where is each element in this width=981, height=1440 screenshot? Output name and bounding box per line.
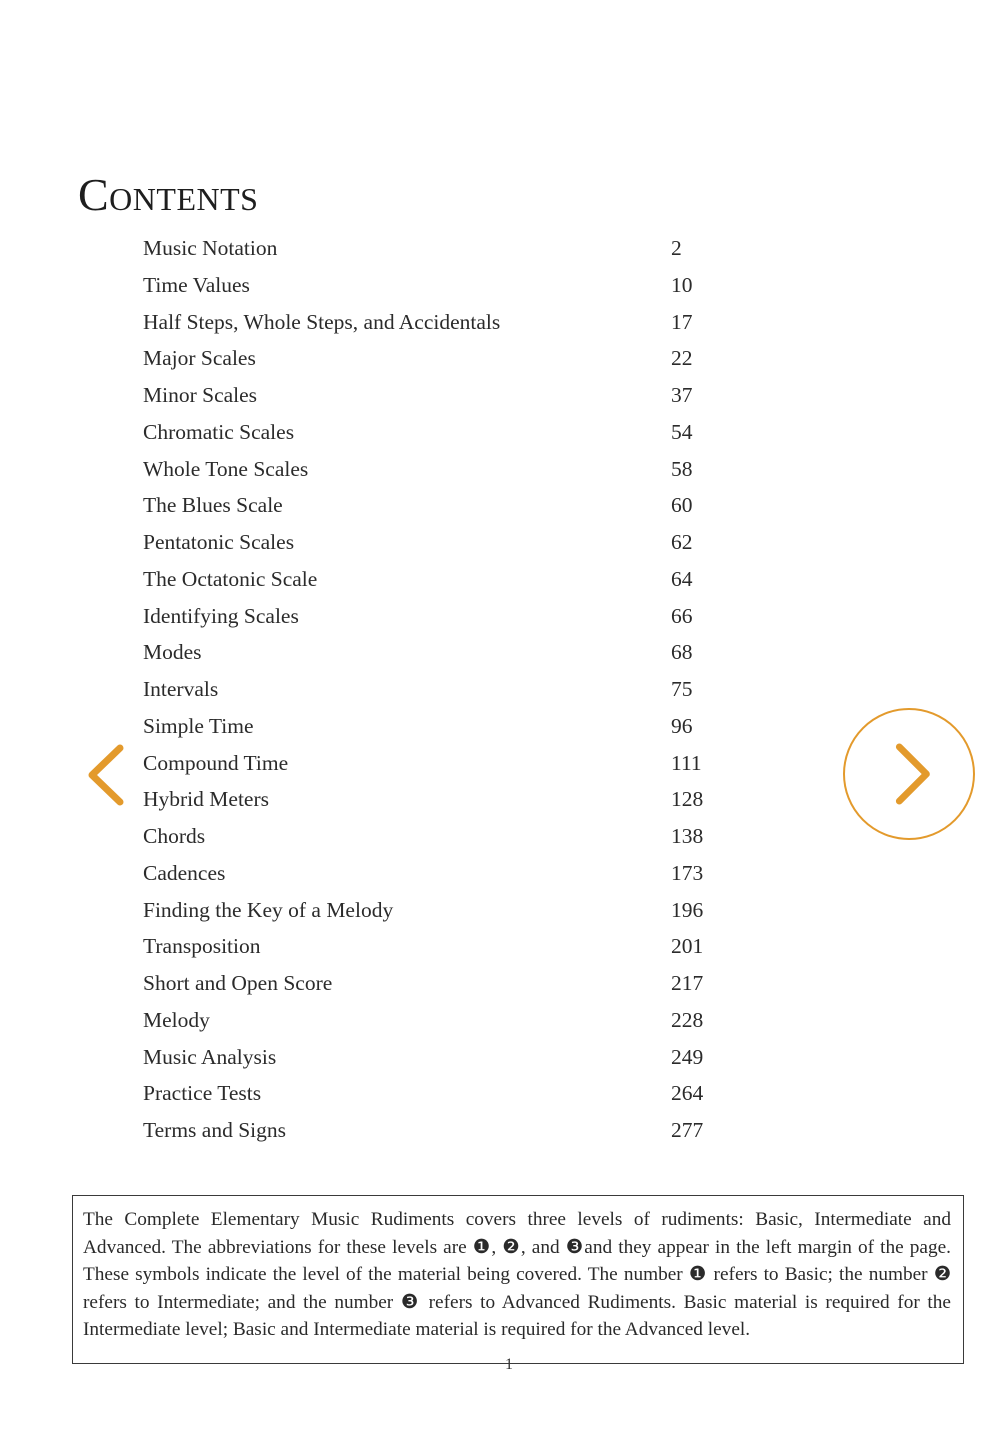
table-of-contents [143,230,723,1149]
page-number: 1 [505,1356,513,1373]
toc-entry[interactable] [143,487,723,524]
toc-entry-page: 2 [671,236,682,260]
toc-entry-page: 22 [671,346,693,371]
toc-entry-page: 196 [671,897,704,922]
toc-entry-page: 201 [671,934,704,959]
toc-entry-title: Transposition [143,934,261,959]
toc-entry-page: 66 [671,603,693,628]
toc-entry[interactable] [143,1002,723,1039]
toc-entry-title: Half Steps, Whole Steps, and Accidentals [143,309,501,334]
toc-entry-title: Short and Open Score [143,971,333,995]
toc-entry-page: 62 [671,530,693,554]
toc-entry-title: Music Analysis [143,1044,277,1069]
toc-entry[interactable] [143,818,723,855]
toc-entry-page: 173 [671,860,704,885]
toc-entry-title: Cadences [143,860,226,885]
chevron-left-icon [78,740,134,810]
toc-entry[interactable] [143,634,723,671]
toc-entry-page: 60 [671,493,693,518]
toc-entry-page: 37 [671,383,693,407]
toc-entry-title: Chords [143,824,206,848]
toc-entry[interactable] [143,598,723,635]
toc-entry[interactable] [143,267,723,304]
toc-entry-title: The Blues Scale [143,493,283,518]
toc-entry-page: 217 [671,971,704,995]
toc-entry-page: 249 [671,1044,704,1069]
level-note-box [72,1195,964,1364]
toc-entry[interactable] [143,781,723,818]
toc-entry-title: Time Values [143,272,250,297]
toc-entry-page: 58 [671,456,693,481]
toc-entry-title: Hybrid Meters [143,787,269,812]
toc-entry[interactable] [143,451,723,488]
toc-entry-page: 96 [671,713,693,738]
toc-entry-page: 75 [671,677,693,701]
toc-entry[interactable] [143,561,723,598]
toc-entry[interactable] [143,304,723,341]
toc-entry[interactable] [143,1112,723,1149]
level-note-text: The Complete Elementary Music Rudiments covers three levels of rudiments: Basic, Intermediate and Advanced. The abbreviations for these levels are ❶, ❷, and ❸and they appear in the left margin of the page. These symbols indicate the level of the material being covered. The number ❶ refers to Basic; the number ❷ refers to Intermediate; and the number ❸ refers to Advanced Rudiments. Basic material is required for the Intermediate level; Basic and Intermediate material is required for the Advanced level. [83,1209,951,1340]
toc-entry-title: Music Notation [143,236,278,260]
toc-entry-page: 128 [671,787,704,812]
toc-entry-title: Practice Tests [143,1081,262,1106]
toc-entry-title: Simple Time [143,713,254,738]
toc-entry[interactable] [143,965,723,1002]
toc-entry-title: Modes [143,640,202,665]
toc-entry[interactable] [143,745,723,782]
toc-entry-title: Chromatic Scales [143,419,295,444]
toc-entry-page: 64 [671,566,693,591]
toc-entry[interactable] [143,1075,723,1112]
toc-entry[interactable] [143,414,723,451]
previous-page-button[interactable] [78,740,134,810]
toc-entry[interactable] [143,524,723,561]
toc-entry-page: 111 [671,750,702,775]
toc-entry-title: Identifying Scales [143,603,299,628]
toc-entry[interactable] [143,855,723,892]
toc-entry[interactable] [143,892,723,929]
toc-entry-page: 10 [671,272,693,297]
toc-entry-title: Compound Time [143,750,289,775]
toc-entry-title: The Octatonic Scale [143,566,318,591]
toc-entry-title: Whole Tone Scales [143,456,309,481]
toc-entry[interactable] [143,377,723,414]
toc-entry-page: 17 [671,309,693,334]
toc-entry-title: Major Scales [143,346,256,371]
next-page-button[interactable] [843,708,975,840]
toc-entry-title: Melody [143,1007,210,1032]
toc-entry-title: Intervals [143,677,219,701]
toc-entry[interactable] [143,230,723,267]
toc-entry-page: 264 [671,1081,704,1106]
page-title: Contents [78,169,259,220]
toc-entry[interactable] [143,1039,723,1076]
toc-entry-page: 277 [671,1118,704,1142]
toc-entry[interactable] [143,708,723,745]
toc-entry-page: 54 [671,419,693,444]
toc-entry-title: Terms and Signs [143,1118,287,1142]
toc-entry-title: Minor Scales [143,383,258,407]
toc-entry-title: Finding the Key of a Melody [143,897,394,922]
toc-entry-title: Pentatonic Scales [143,530,295,554]
toc-entry[interactable] [143,928,723,965]
chevron-right-icon [845,710,973,838]
toc-entry[interactable] [143,671,723,708]
toc-entry-page: 228 [671,1007,704,1032]
toc-entry-page: 68 [671,640,693,665]
toc-entry-page: 138 [671,824,704,848]
toc-entry[interactable] [143,340,723,377]
